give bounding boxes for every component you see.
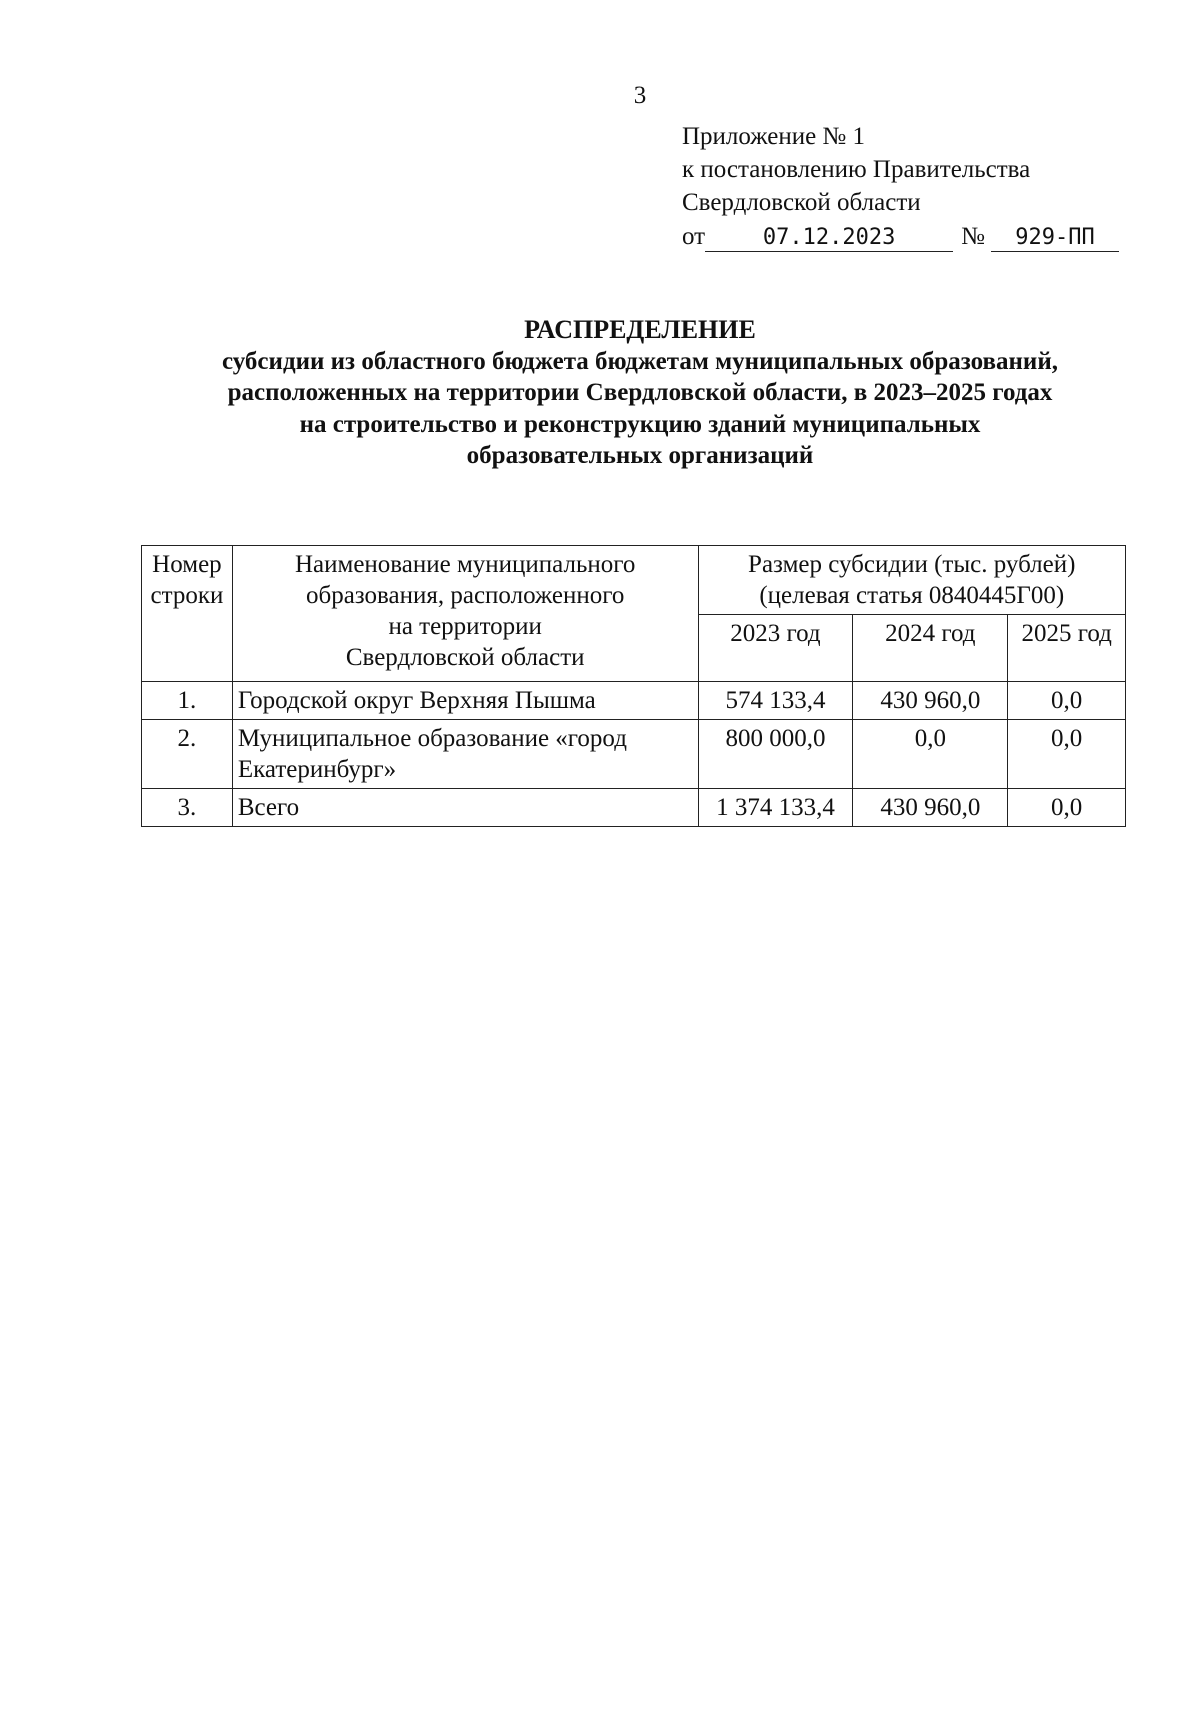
amount-2024: 0,0: [853, 720, 1008, 789]
amount-2023: 800 000,0: [698, 720, 853, 789]
title-line-3: на строительство и реконструкцию зданий муниципальных: [299, 410, 981, 438]
resolution-date: 07.12.2023: [705, 225, 953, 252]
amount-2025: 0,0: [1008, 720, 1126, 789]
table-row-total: [142, 789, 1126, 827]
title-line-2: расположенных на территории Свердловской области, в 2023–2025 годах: [227, 379, 1053, 406]
amount-2024: 430 960,0: [853, 682, 1008, 720]
appendix-title: Приложение № 1: [682, 123, 866, 150]
header-municipality-line: Наименование муниципального: [294, 551, 636, 578]
header-municipality: [232, 546, 698, 682]
appendix-region: Свердловской области: [682, 189, 921, 216]
title-heading: РАСПРЕДЕЛЕНИЕ: [524, 315, 756, 344]
table-row: [142, 682, 1126, 720]
header-row-number-line: Номер: [152, 551, 222, 578]
header-year-2025: 2025 год: [1008, 615, 1126, 682]
row-number: 1.: [142, 682, 233, 720]
header-subsidy: [698, 546, 1125, 615]
appendix-block: [682, 120, 1119, 253]
header-municipality-line: образования, расположенного: [305, 582, 625, 609]
table-header-row: [142, 546, 1126, 615]
header-year-2024: 2024 год: [853, 615, 1008, 682]
from-label: от: [682, 223, 706, 250]
row-number: 2.: [142, 720, 233, 789]
number-label: №: [961, 223, 985, 250]
amount-2023: 574 133,4: [698, 682, 853, 720]
amount-2024: 430 960,0: [853, 789, 1008, 827]
table-row: [142, 720, 1126, 789]
header-municipality-line: на территории: [388, 613, 542, 640]
row-number: 3.: [142, 789, 233, 827]
header-municipality-line: Свердловской области: [345, 644, 585, 671]
header-row-number-line: строки: [150, 582, 224, 609]
municipality-name: Муниципальное образование «город Екатеринбург»: [232, 720, 698, 789]
appendix-reference: [682, 220, 1119, 253]
resolution-number: 929-ПП: [991, 225, 1119, 252]
amount-2025: 0,0: [1008, 789, 1126, 827]
municipality-name: Всего: [232, 789, 698, 827]
amount-2025: 0,0: [1008, 682, 1126, 720]
amount-2023: 1 374 133,4: [698, 789, 853, 827]
municipality-name: Городской округ Верхняя Пышма: [232, 682, 698, 720]
header-year-2023: 2023 год: [698, 615, 853, 682]
header-subsidy-line: Размер субсидии (тыс. рублей): [748, 551, 1076, 578]
document-title: [0, 314, 1200, 472]
distribution-table: [141, 545, 1126, 827]
appendix-resolution: к постановлению Правительства: [682, 156, 1031, 183]
page-number: 3: [633, 82, 647, 109]
header-row-number: [142, 546, 233, 682]
title-line-1: субсидии из областного бюджета бюджетам муниципальных образований,: [222, 347, 1058, 375]
header-subsidy-line: (целевая статья 0840445Г00): [759, 582, 1065, 609]
title-line-4: образовательных организаций: [466, 442, 814, 469]
